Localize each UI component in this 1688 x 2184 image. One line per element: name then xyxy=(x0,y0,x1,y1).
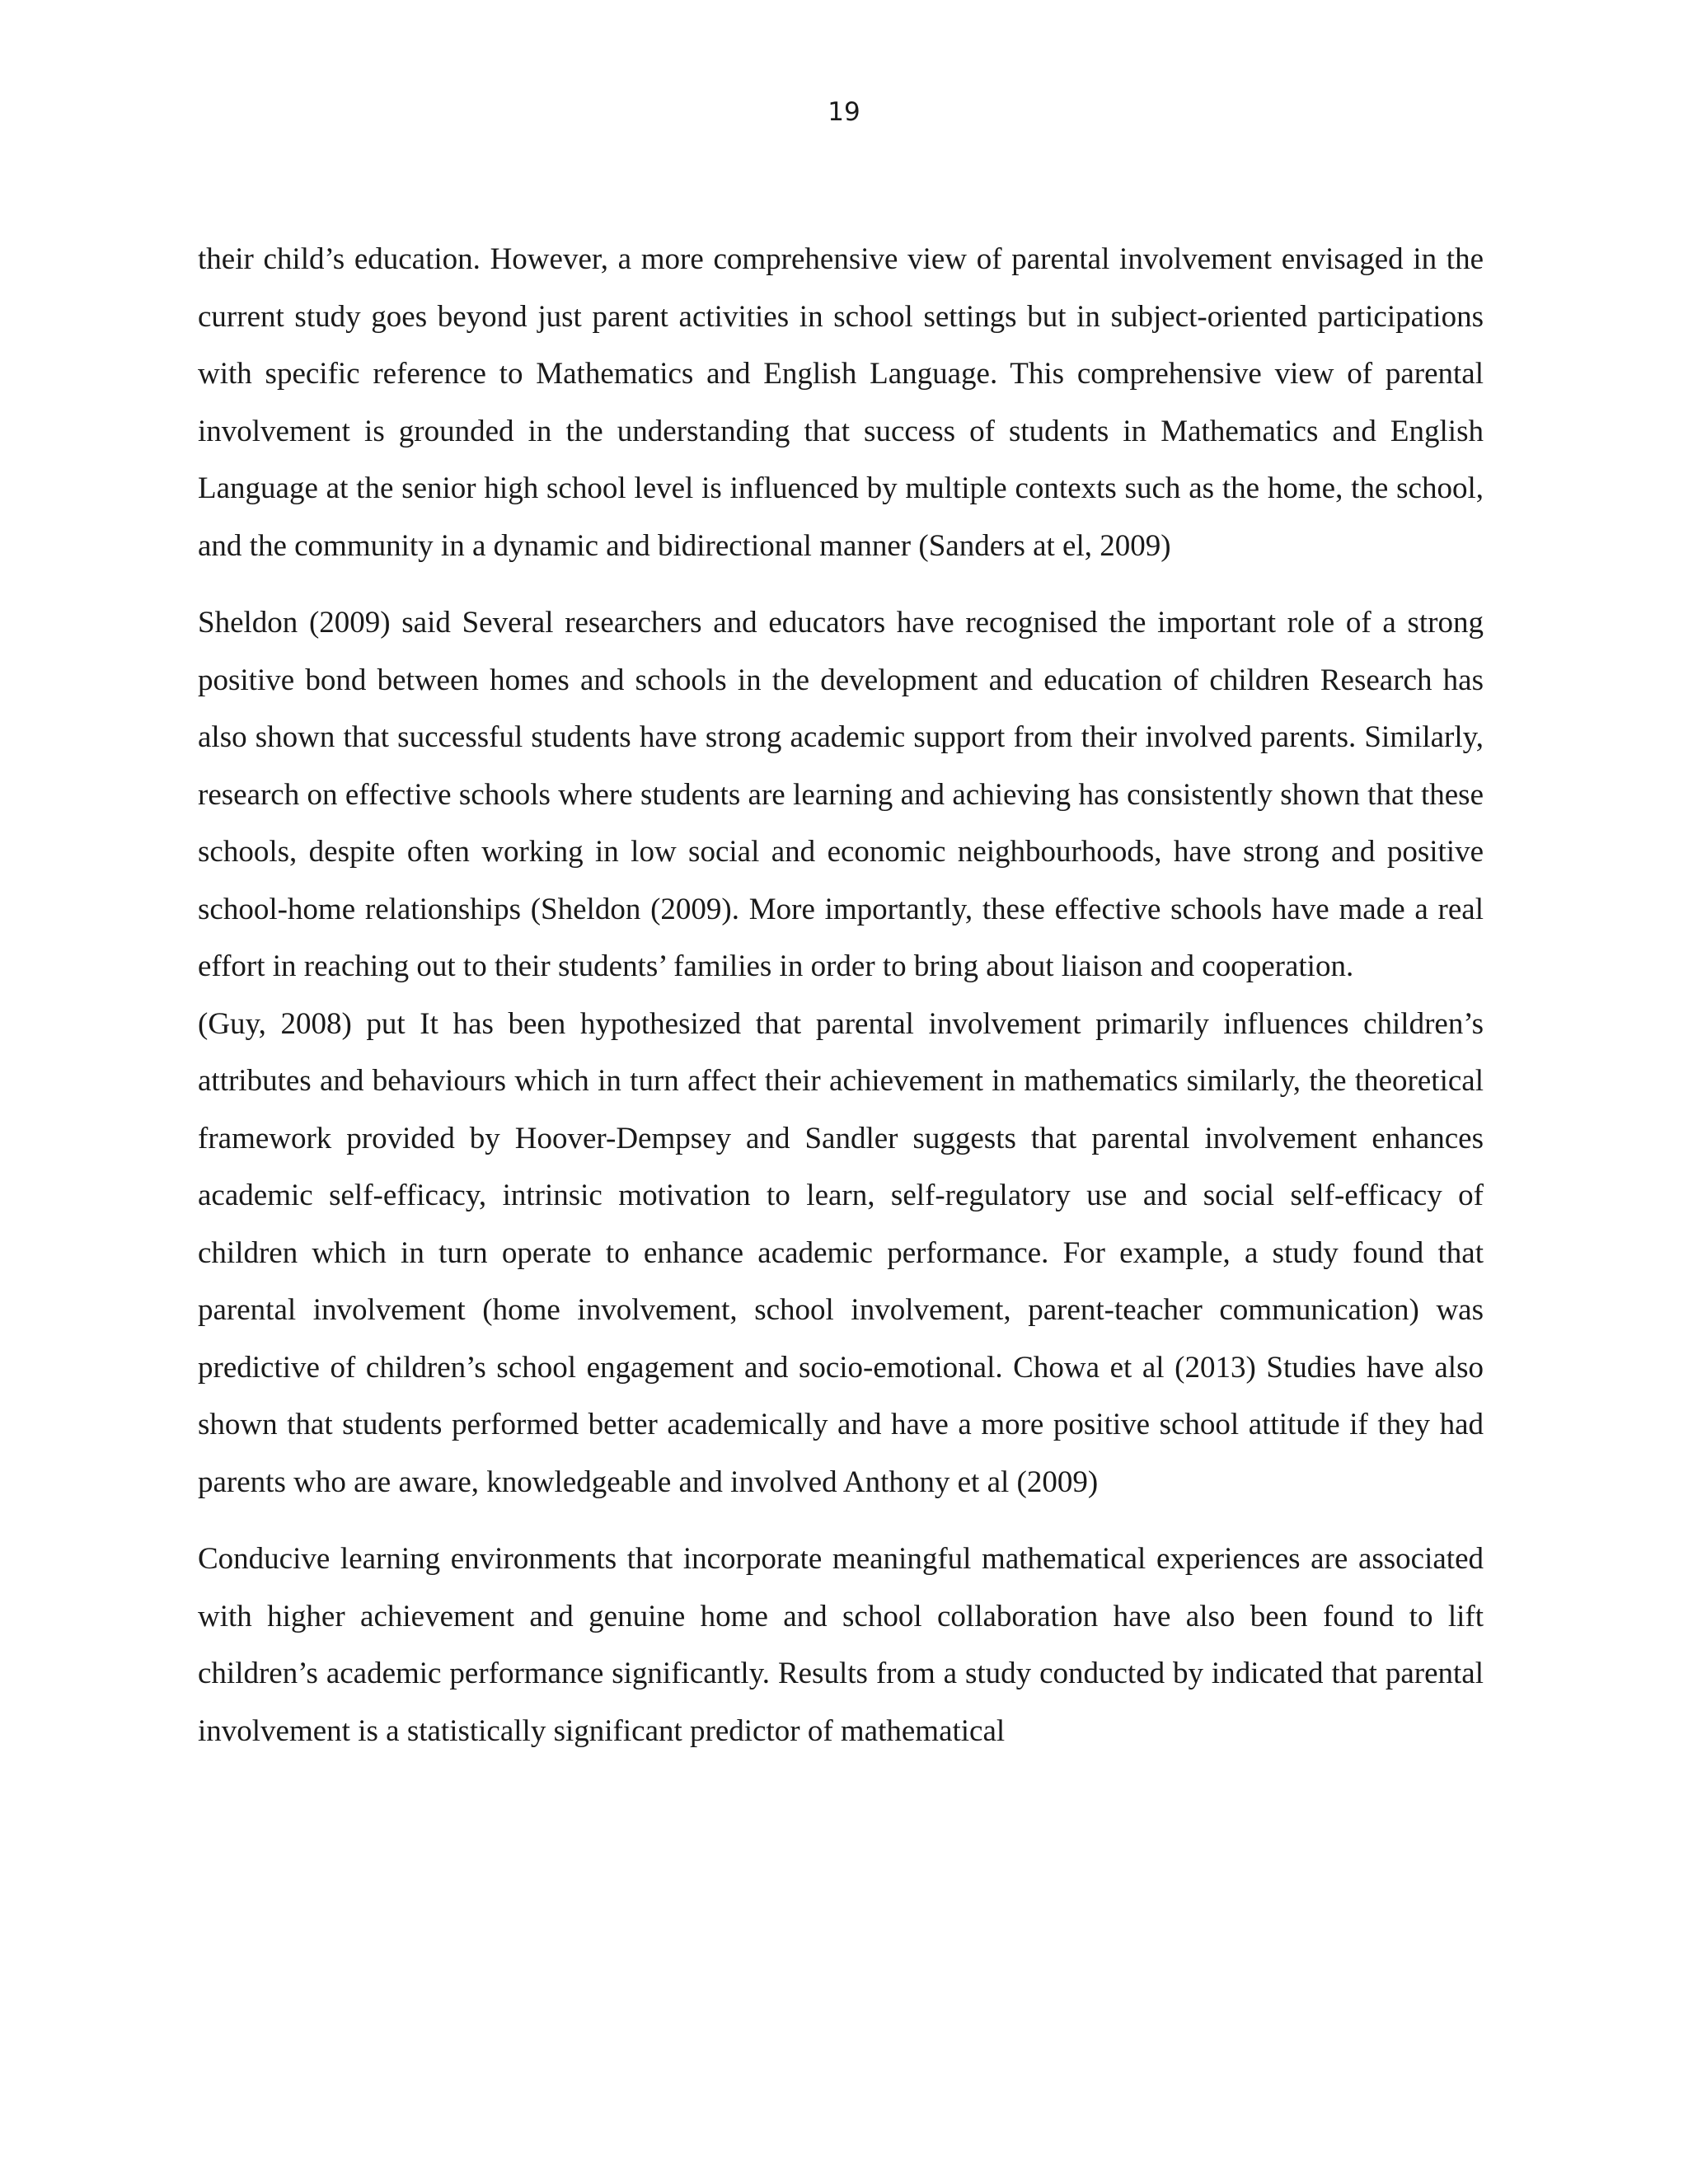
body-text xyxy=(198,231,1484,1760)
paragraph-4: Conducive learning environments that incorporate meaningful mathematical experiences are associated with higher achievement and genuine home and school collaboration have also been found to lift children’s academic performance significantly. Results from a study conducted by indicated that parental involvement is a statistically significant predictor of mathematical xyxy=(198,1542,1484,1748)
paragraph-1: their child’s education. However, a more comprehensive view of parental involvement envisaged in the current study goes beyond just parent activities in school settings but in subject-oriented participations with specific reference to Mathematics and English Language. This comprehensive view of parental involvement is grounded in the understanding that success of students in Mathematics and English Language at the senior high school level is influenced by multiple contexts such as the home, the school, and the community in a dynamic and bidirectional manner (Sanders at el, 2009) xyxy=(198,242,1484,563)
paragraph-3: (Guy, 2008) put It has been hypothesized that parental involvement primarily influences children’s attributes and behaviours which in turn affect their achievement in mathematics similarly, the theoretical framework provided by Hoover-Dempsey and Sandler suggests that parental involvement enhances academic self-efficacy, intrinsic motivation to learn, self-regulatory use and social self-efficacy of children which in turn operate to enhance academic performance. For example, a study found that parental involvement (home involvement, school involvement, parent-teacher communication) was predictive of children’s school engagement and socio-emotional. Chowa et al (2013) Studies have also shown that students performed better academically and have a more positive school attitude if they had parents who are aware, knowledgeable and involved Anthony et al (2009) xyxy=(198,1006,1484,1499)
page-number: 19 xyxy=(828,97,860,127)
paragraph-2: Sheldon (2009) said Several researchers and educators have recognised the important role of a strong positive bond between homes and schools in the development and education of children Research has also shown that successful students have strong academic support from their involved parents. Similarly, research on effective schools where students are learning and achieving has consistently shown that these schools, despite often working in low social and economic neighbourhoods, have strong and positive school-home relationships (Sheldon (2009). More importantly, these effective schools have made a real effort in reaching out to their students’ families in order to bring about liaison and cooperation. xyxy=(198,606,1484,983)
